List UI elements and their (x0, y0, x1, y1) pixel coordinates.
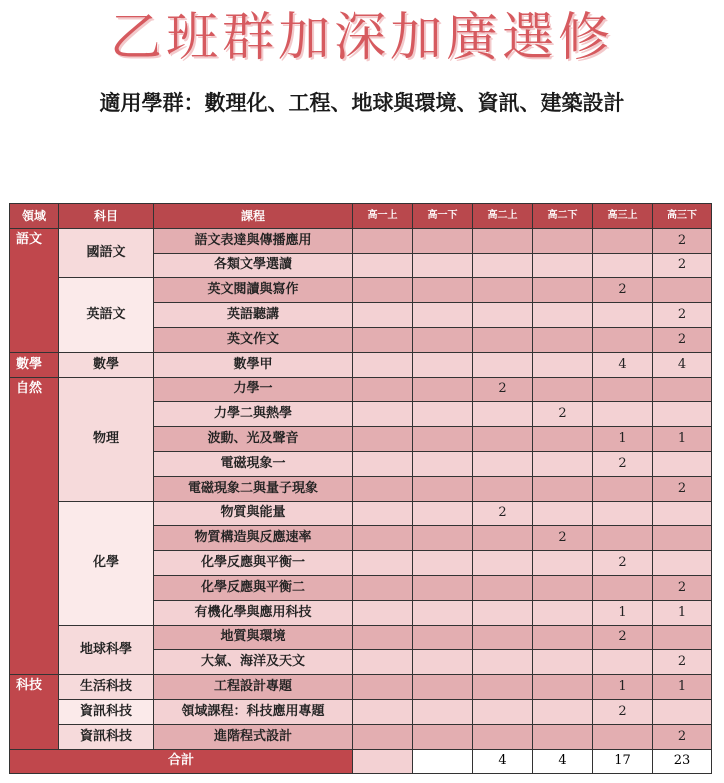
credit-cell (653, 451, 712, 476)
credit-cell (593, 303, 653, 328)
page-title: 乙班群加深加廣選修 (109, 8, 614, 68)
table-row (10, 377, 712, 402)
credit-cell (653, 402, 712, 427)
credit-cell (473, 551, 533, 576)
credit-cell (473, 724, 533, 749)
table-row (10, 675, 712, 700)
subject-cell: 地球科學 (59, 625, 154, 675)
credit-cell (473, 526, 533, 551)
credit-cell (353, 253, 413, 278)
credit-cell: 2 (593, 451, 653, 476)
credit-cell (353, 303, 413, 328)
total-cell (413, 749, 473, 774)
credit-cell (593, 402, 653, 427)
credit-cell: 2 (593, 278, 653, 303)
credit-cell (413, 402, 473, 427)
credit-cell: 2 (593, 699, 653, 724)
credit-cell: 1 (593, 600, 653, 625)
credit-cell (413, 352, 473, 377)
credit-cell (353, 427, 413, 452)
total-cell: 23 (653, 749, 712, 774)
credit-cell (473, 451, 533, 476)
credit-cell (413, 501, 473, 526)
credit-cell (473, 575, 533, 600)
course-cell: 數學甲 (154, 352, 353, 377)
credit-cell (533, 650, 593, 675)
credit-cell (353, 650, 413, 675)
credit-cell (413, 377, 473, 402)
credit-cell (353, 600, 413, 625)
subject-cell: 數學 (59, 352, 154, 377)
credit-cell: 2 (653, 575, 712, 600)
credit-cell (473, 253, 533, 278)
course-cell: 電磁現象二與量子現象 (154, 476, 353, 501)
header-semester: 高二上 (473, 204, 533, 229)
credit-cell: 2 (653, 476, 712, 501)
header-domain: 領域 (10, 204, 59, 229)
credit-cell: 1 (653, 427, 712, 452)
credit-cell (353, 625, 413, 650)
credit-cell (533, 699, 593, 724)
credit-cell (413, 551, 473, 576)
credit-cell: 1 (593, 675, 653, 700)
credit-cell (353, 575, 413, 600)
credit-cell (593, 327, 653, 352)
credit-cell (473, 327, 533, 352)
table-row (10, 724, 712, 749)
course-cell: 進階程式設計 (154, 724, 353, 749)
credit-cell (533, 551, 593, 576)
credit-cell (533, 352, 593, 377)
credit-cell (413, 699, 473, 724)
subject-cell: 物理 (59, 377, 154, 501)
course-cell: 大氣、海洋及天文 (154, 650, 353, 675)
credit-cell (353, 451, 413, 476)
credit-cell: 2 (593, 551, 653, 576)
course-cell: 領域課程：科技應用專題 (154, 699, 353, 724)
header-semester: 高三下 (653, 204, 712, 229)
header-semester: 高一上 (353, 204, 413, 229)
course-cell: 力學一 (154, 377, 353, 402)
header-semester: 高三上 (593, 204, 653, 229)
credit-cell (473, 675, 533, 700)
credit-cell: 1 (653, 600, 712, 625)
credit-cell (353, 551, 413, 576)
credit-cell: 2 (653, 228, 712, 253)
credit-cell: 2 (653, 253, 712, 278)
credit-cell (533, 228, 593, 253)
total-cell: 4 (473, 749, 533, 774)
course-cell: 物質構造與反應速率 (154, 526, 353, 551)
credit-cell: 2 (653, 327, 712, 352)
credit-cell (593, 228, 653, 253)
credit-cell (473, 402, 533, 427)
course-cell: 語文表達與傳播應用 (154, 228, 353, 253)
credit-cell (473, 303, 533, 328)
credit-cell (353, 501, 413, 526)
credit-cell (533, 427, 593, 452)
credit-cell (413, 253, 473, 278)
page-subtitle: 適用學群：數理化、工程、地球與環境、資訊、建築設計 (99, 91, 625, 115)
curriculum-table (9, 203, 712, 774)
credit-cell (533, 675, 593, 700)
credit-cell (533, 625, 593, 650)
credit-cell (653, 699, 712, 724)
credit-cell (533, 451, 593, 476)
course-cell: 英語聽講 (154, 303, 353, 328)
credit-cell (353, 526, 413, 551)
header-subject: 科目 (59, 204, 154, 229)
credit-cell (593, 650, 653, 675)
credit-cell (413, 675, 473, 700)
credit-cell (353, 675, 413, 700)
credit-cell (413, 600, 473, 625)
table-row (10, 228, 712, 253)
credit-cell (653, 278, 712, 303)
credit-cell (413, 427, 473, 452)
credit-cell (353, 476, 413, 501)
header-row (10, 204, 712, 229)
credit-cell: 2 (653, 724, 712, 749)
subject-cell: 化學 (59, 501, 154, 625)
credit-cell (473, 699, 533, 724)
credit-cell (353, 352, 413, 377)
table-row (10, 278, 712, 303)
course-cell: 英文閱讀與寫作 (154, 278, 353, 303)
total-label: 合計 (10, 749, 353, 774)
credit-cell (413, 327, 473, 352)
course-cell: 化學反應與平衡二 (154, 575, 353, 600)
credit-cell (473, 228, 533, 253)
course-cell: 力學二與熱學 (154, 402, 353, 427)
table-row (10, 501, 712, 526)
course-cell: 地質與環境 (154, 625, 353, 650)
course-cell: 英文作文 (154, 327, 353, 352)
credit-cell (413, 625, 473, 650)
credit-cell (533, 327, 593, 352)
subject-cell: 資訊科技 (59, 724, 154, 749)
credit-cell: 1 (653, 675, 712, 700)
credit-cell (353, 724, 413, 749)
credit-cell (533, 575, 593, 600)
credit-cell (653, 526, 712, 551)
credit-cell: 2 (653, 650, 712, 675)
credit-cell (413, 650, 473, 675)
credit-cell (533, 377, 593, 402)
credit-cell (413, 476, 473, 501)
credit-cell (473, 427, 533, 452)
credit-cell (353, 327, 413, 352)
total-row (10, 749, 712, 774)
credit-cell: 4 (593, 352, 653, 377)
domain-cell: 自然 (10, 377, 59, 675)
course-cell: 有機化學與應用科技 (154, 600, 353, 625)
table-row (10, 625, 712, 650)
domain-cell: 科技 (10, 675, 59, 749)
credit-cell (413, 278, 473, 303)
credit-cell: 2 (653, 303, 712, 328)
credit-cell (593, 575, 653, 600)
credit-cell: 1 (593, 427, 653, 452)
credit-cell (473, 625, 533, 650)
credit-cell: 2 (593, 625, 653, 650)
subject-cell: 資訊科技 (59, 699, 154, 724)
subject-cell: 生活科技 (59, 675, 154, 700)
credit-cell (353, 699, 413, 724)
credit-cell (413, 575, 473, 600)
credit-cell (353, 278, 413, 303)
course-cell: 物質與能量 (154, 501, 353, 526)
credit-cell (653, 377, 712, 402)
subject-cell: 國語文 (59, 228, 154, 278)
credit-cell: 2 (473, 377, 533, 402)
credit-cell (533, 253, 593, 278)
table-row (10, 352, 712, 377)
credit-cell (413, 451, 473, 476)
domain-cell: 語文 (10, 228, 59, 352)
total-cell: 17 (593, 749, 653, 774)
credit-cell: 2 (473, 501, 533, 526)
credit-cell (353, 402, 413, 427)
credit-cell (593, 253, 653, 278)
credit-cell (653, 625, 712, 650)
credit-cell (473, 650, 533, 675)
table-row (10, 699, 712, 724)
domain-cell: 數學 (10, 352, 59, 377)
credit-cell (413, 526, 473, 551)
credit-cell (533, 501, 593, 526)
course-cell: 各類文學選讀 (154, 253, 353, 278)
credit-cell (593, 724, 653, 749)
credit-cell (653, 551, 712, 576)
credit-cell (473, 600, 533, 625)
credit-cell: 2 (533, 402, 593, 427)
total-cell (353, 749, 413, 774)
subject-cell: 英語文 (59, 278, 154, 352)
total-cell: 4 (533, 749, 593, 774)
credit-cell (593, 377, 653, 402)
credit-cell (533, 600, 593, 625)
credit-cell (533, 724, 593, 749)
course-cell: 化學反應與平衡一 (154, 551, 353, 576)
course-cell: 波動、光及聲音 (154, 427, 353, 452)
credit-cell (413, 303, 473, 328)
credit-cell (593, 476, 653, 501)
credit-cell (533, 303, 593, 328)
header-course: 課程 (154, 204, 353, 229)
credit-cell (653, 501, 712, 526)
credit-cell: 4 (653, 352, 712, 377)
credit-cell: 2 (533, 526, 593, 551)
credit-cell (353, 228, 413, 253)
credit-cell (533, 278, 593, 303)
credit-cell (593, 526, 653, 551)
credit-cell (413, 228, 473, 253)
credit-cell (533, 476, 593, 501)
header-semester: 高二下 (533, 204, 593, 229)
credit-cell (593, 501, 653, 526)
credit-cell (413, 724, 473, 749)
course-cell: 電磁現象一 (154, 451, 353, 476)
credit-cell (473, 352, 533, 377)
credit-cell (353, 377, 413, 402)
credit-cell (473, 476, 533, 501)
credit-cell (473, 278, 533, 303)
course-cell: 工程設計專題 (154, 675, 353, 700)
header-semester: 高一下 (413, 204, 473, 229)
